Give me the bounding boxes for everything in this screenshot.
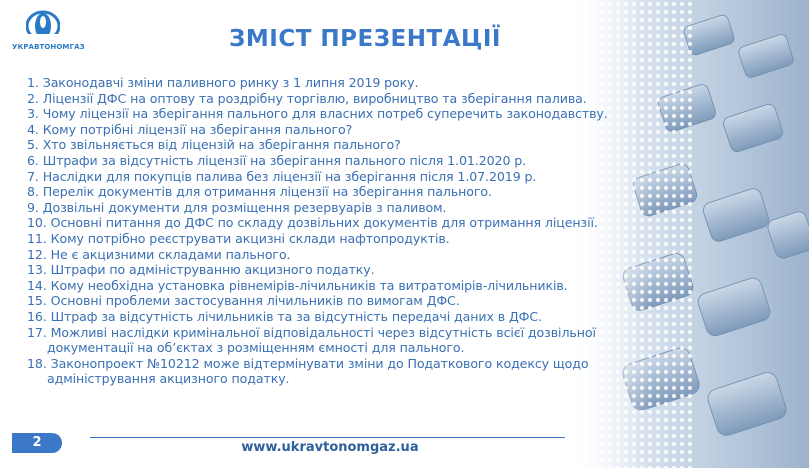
toc-item: 4. Кому потрібні ліцензії на зберігання пального?: [27, 121, 353, 137]
toc-item: 15. Основні проблеми застосування лічильників по вимогам ДФС.: [27, 293, 460, 309]
toc-item: 16. Штраф за відсутність лічильників та за відсутність передачі даних в ДФС.: [27, 308, 543, 324]
toc-item: 3. Чому ліцензії на зберігання пального для власних потреб суперечить законодавству.: [27, 106, 608, 122]
company-logo: [12, 10, 85, 56]
toc-item: 17. Можливі наслідки кримінальної відповідальності через відсутність всієї дозвільної документації на об’єктах з розміщенням ємності для пального.: [27, 324, 596, 356]
table-of-contents: [27, 75, 608, 387]
toc-item: 1. Законодавчі зміни паливного ринку з 1 липня 2019 року.: [27, 75, 419, 90]
toc-item: 8. Перелік документів для отримання ліцензії на зберігання пального.: [27, 184, 492, 200]
footer-divider: [90, 437, 565, 438]
toc-item: 13. Штрафи по адмініструванню акцизного податку.: [27, 262, 375, 278]
brand-emblem-icon: [26, 10, 60, 42]
toc-item: 6. Штрафи за відсутність ліцензії на зберігання пального після 1.01.2020 р.: [27, 152, 527, 168]
toc-item: 2. Ліцензії ДФС на оптову та роздрібну торгівлю, виробництво та зберігання палива.: [27, 90, 587, 106]
toc-item: 18. Законопроект №10212 може відтермінувати зміни до Податкового кодексу щодо адміністрування акцизного податку.: [27, 355, 589, 387]
toc-item: 7. Наслідки для покупців палива без ліцензії на зберігання після 1.07.2019 р.: [27, 168, 537, 184]
toc-item: 11. Кому потрібно реєструвати акцизні склади нафтопродуктів.: [27, 230, 450, 246]
toc-item: 12. Не є акцизними складами пального.: [27, 246, 291, 262]
page-number-badge: 2: [12, 433, 62, 453]
toc-item: 10. Основні питання до ДФС по складу дозвільних документів для отримання ліцензії.: [27, 215, 598, 231]
keyboard-decoration: [566, 0, 809, 468]
slide-title: ЗМІСТ ПРЕЗЕНТАЦІЇ: [229, 26, 501, 52]
toc-item: 14. Кому необхідна установка рівнемірів-лічильників та витратомірів-лічильників.: [27, 277, 568, 293]
toc-item: 5. Хто звільняється від ліцензій на зберігання пального?: [27, 137, 401, 153]
toc-item: 9. Дозвільні документи для розміщення резервуарів з паливом.: [27, 199, 447, 215]
website-link[interactable]: www.ukravtonomgaz.ua: [241, 440, 419, 455]
logo-text: УКРАВТОНОМГАЗ: [12, 43, 85, 51]
